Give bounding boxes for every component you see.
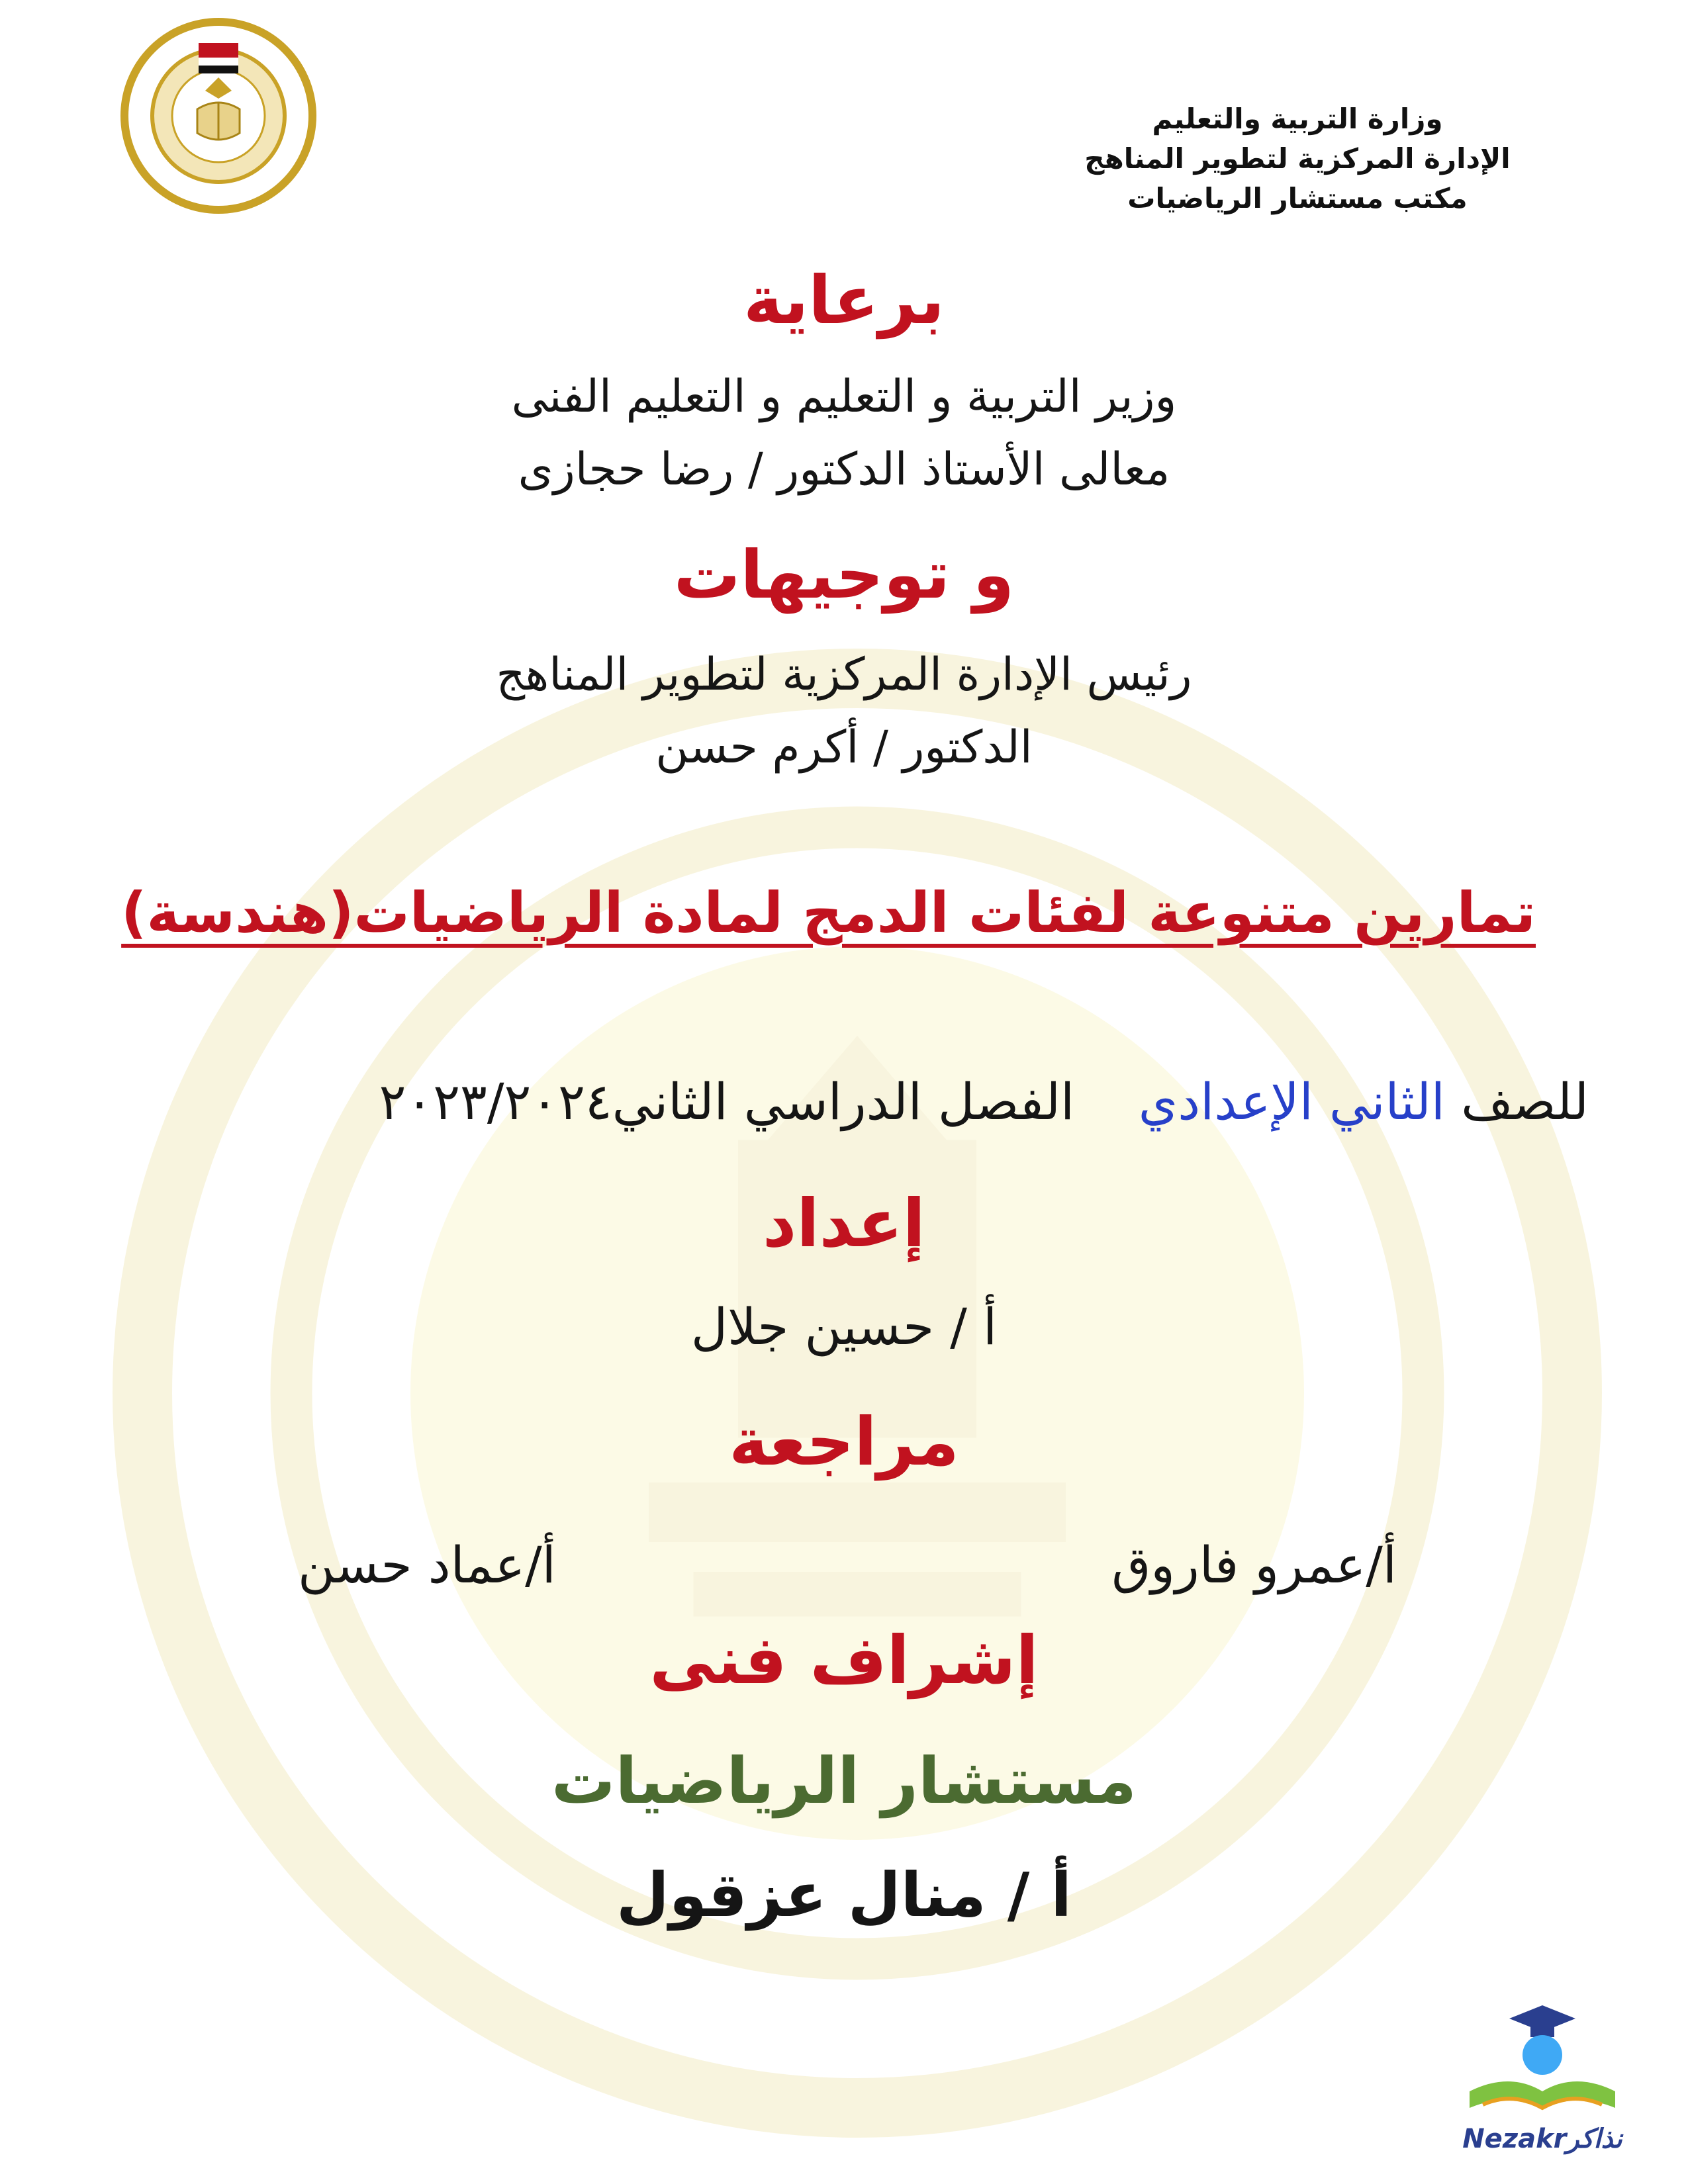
- patronage-heading: برعاية: [743, 261, 945, 339]
- supervision-heading: إشراف فنى: [649, 1621, 1039, 1699]
- consultant-title: مستشار الرياضيات: [551, 1744, 1137, 1818]
- reviewer-amr: أ/عمرو فاروق: [1111, 1535, 1397, 1594]
- header-line-office: مكتب مستشار الرياضيات: [1127, 182, 1468, 214]
- preparation-heading: إعداد: [763, 1185, 925, 1262]
- patronage-minister-line: وزير التربية و التعليم و التعليم الفنى: [511, 371, 1177, 423]
- guidance-name-line: الدكتور / أكرم حسن: [655, 721, 1033, 774]
- grade-name: الثاني الإعدادي: [1138, 1072, 1445, 1131]
- guidance-heading: و توجيهات: [673, 536, 1015, 614]
- ministry-header: [1026, 99, 1569, 218]
- header-line-ministry: وزارة التربية والتعليم: [1152, 103, 1443, 135]
- term-text: الفصل الدراسي الثاني٢٠٢٣/٢٠٢٤: [379, 1072, 1075, 1131]
- ministry-seal-icon: [119, 17, 318, 215]
- preparer-name: أ / حسين جلال: [690, 1297, 998, 1356]
- patronage-name-line: معالى الأستاذ الدكتور / رضا حجازى: [518, 443, 1170, 496]
- nezakr-logo-icon: [1443, 1992, 1642, 2164]
- consultant-name: أ / منال عزقول: [616, 1860, 1072, 1931]
- review-heading: مراجعة: [729, 1403, 959, 1480]
- header-line-department: الإدارة المركزية لتطوير المناهج: [1084, 142, 1511, 175]
- nezakr-logo-text: Nezakrنذاكر: [1462, 2124, 1622, 2154]
- grade-prefix: للصف: [1461, 1072, 1589, 1131]
- guidance-head-line: رئيس الإدارة المركزية لتطوير المناهج: [496, 649, 1192, 701]
- reviewer-emad: أ/عماد حسن: [298, 1535, 556, 1594]
- grade-line: [99, 1072, 1589, 1131]
- document-title: تمارين متنوعة لفئات الدمج لمادة الرياضيات(هندسة): [121, 880, 1536, 945]
